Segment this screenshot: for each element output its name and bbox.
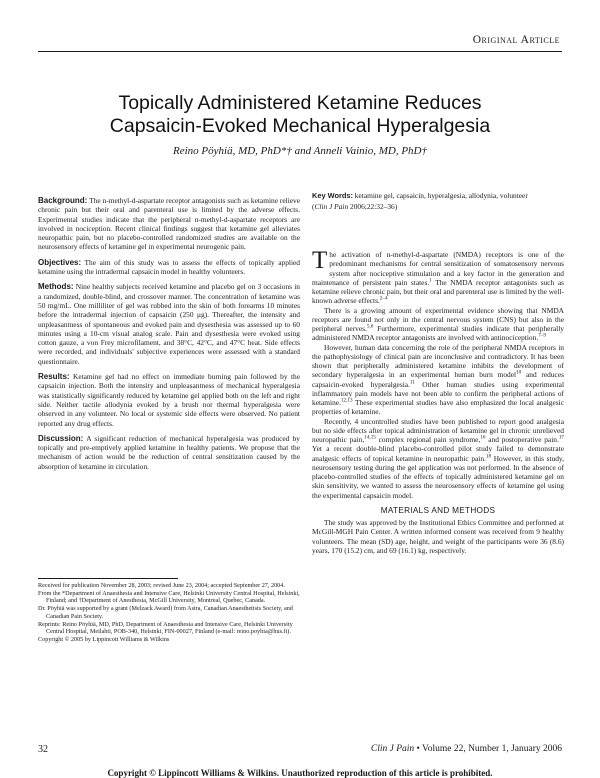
drop-cap: T — [312, 247, 328, 274]
results-label: Results: — [38, 372, 70, 382]
title-line-2: Capsaicin-Evoked Mechanical Hyperalgesia — [109, 115, 491, 137]
header-rule — [38, 51, 562, 52]
abstract-discussion — [38, 434, 300, 471]
journal-issue: • Volume 22, Number 1, January 2006 — [414, 744, 562, 754]
objectives-text: The aim of this study was to assess the effects of topically applied ketamine using the intradermal capsaicin model in healthy volunteers. — [38, 257, 300, 277]
discussion-label: Discussion: — [38, 433, 84, 443]
title-line-1: Topically Administered Ketamine Reduces — [118, 92, 482, 114]
page-number: 32 — [38, 744, 48, 755]
keywords-block — [312, 191, 564, 214]
reference: 14,15 — [364, 434, 376, 441]
body-paragraph: There is a growing amount of experimental evidence showing that NMDA receptors are found not only in the central nervous system (CNS) but also in the peripheral nerves.$^{5,6}$ Furthermore, experimental studies indicate that peripherally administered NMDA receptor antagonists are involved with antinociception.$^{7-9}$ — [312, 305, 564, 343]
authors: Reino Pöyhiä, MD, PhD*† and Anneli Vainio, MD, PhD† — [173, 145, 427, 157]
footnote-copyright: Copyright © 2005 by Lippincott Williams & Wilkins — [38, 635, 170, 643]
copyright-notice: Copyright © Lippincott Williams & Wilkins. Unauthorized reproduction of this article is prohibited. — [107, 768, 493, 778]
reference: 5,6 — [366, 323, 374, 330]
citation: (Clin J Pain 2006;22:32–36) — [312, 202, 398, 212]
reference: 17 — [558, 434, 564, 441]
journal-name: Clin J Pain — [370, 744, 415, 754]
reference: 18 — [485, 453, 492, 460]
reference: 2–4 — [379, 295, 388, 302]
body-paragraph: Recently, 4 uncontrolled studies have been published to report good analgesia but no side effects after topical administration of ketamine gel in chronic unrelieved neuropathic pain,$^{14,15}$ complex regional pain syndrome,$^{16}$ and postoperative pain.$^{17}$ Yet a recent double-blind placebo-controlled pilot study failed to demonstrate analgesic effects of topical ketamine in neuropathic pain.$^{18}$ However, in this study, neurosensory testing during the gel application was not performed. In the absence of placebo-controlled studies of the effects of topically administered ketamine gel on skin sensitivity, we wanted to assess the neurosensory effects of ketamine gel using the experimental capsaicin model. — [312, 416, 564, 500]
article-title — [40, 92, 560, 138]
reference: 10 — [516, 369, 522, 376]
background-text: The n-methyl-d-aspartate receptor antagonists such as ketamine relieve chronic pain but their oral and parenteral use is limited by the adverse effects. Experimental studies indicate that the peripheral n-methyl-d-aspartate receptors are involved in nociception. Recent clinical findings suggest that ketamine gel alleviates neuropathic pain, but no placebo-controlled randomized studies are available on the neurosensory effects of ketamine gel in experimental neurogenic pain. — [38, 196, 301, 252]
methods-text: Nine healthy subjects received ketamine and placebo gel on 3 occasions in a randomized, double-blind, and crossover manner. The concentration of ketamine was 50 mg/mL. One milliliter of gel was rubbed into the skin of both forearms 10 minutes before the intradermal injection of capsaicin (250 μg). Thereafter, the intensity and unpleasantness of spontaneous and evoked pain and dysesthesia was assessed up to 60 minutes using a 10-cm visual analog scale. Pain and dysesthesia were evoked using cotton gauze, a von Frey microfilament, and 38°C, 42°C, and 47°C heat. Side effects were recorded, and individuals' subjective experiences were assessed with a standard questionnaire. — [38, 282, 300, 366]
body-paragraph: The study was approved by the Institutional Ethics Committee and performed at McGill-MGH Pain Center. A written informed consent was received from 9 healthy volunteers. The mean (SD) age, height, and weight of the participants were 36 (8.6) years, 170 (15.2) cm, and 69 (16.1) kg, respectively. — [312, 518, 564, 555]
abstract-results — [38, 372, 300, 428]
keywords-label: Key Words: — [312, 191, 353, 200]
abstract-objectives — [38, 258, 300, 277]
section-heading: MATERIALS AND METHODS — [380, 505, 496, 515]
keywords — [312, 191, 564, 200]
journal-line — [371, 744, 562, 754]
abstract — [38, 196, 300, 477]
body-paragraph: However, human data concerning the role of the peripheral NMDA receptors in the pathophysiology of clinical pain are inconclusive and contradictory. It has been shown that peripherally administered ketamine inhibits the development of secondary hyperalgesia in an experimental human burn model$^{10}$ and reduces capsaicin-evoked hyperalgesia.$^{11}$ Other human studies using experimental inflammatory pain models have not been able to confirm the peripheral actions of ketamine.$^{12,13}$ These experimental studies have also emphasized the local analgesic properties of ketamine. — [312, 342, 564, 417]
body-paragraph: The activation of n-methyl-d-aspartate (NMDA) receptors is one of the predominant mechanisms for central sensitization of somatosensory nervous system after nociceptive stimulation and a key factor in the generation and maintenance of persistent pain states.$^1$ The NMDA receptor antagonists such as ketamine relieve chronic pain, but their oral and parenteral use is limited by the well-known adverse effects.$^{2-4}$ — [312, 247, 564, 306]
background-label: Background: — [38, 196, 88, 205]
citation-rest: 2006;22:32–36 — [350, 202, 395, 212]
results-text: Ketamine gel had no effect on immediate burning pain followed by the capsaicin injection. Both the intensity and unpleasantness of mechanical hyperalgesia was statistically significantly reduced by ketamine gel applied both on the left and right side. Neither tactile allodynia evoked by a brush nor thermal hyperalgesia were observed in any volunteer. No local or systemic side effects were observed. No patient reported any drug effects. — [38, 372, 300, 428]
footnote-reprints: Reprints: Reino Pöyhiä, MD, PhD, Department of Anaesthesia and Intensive Care, Helsinki University Central Hospital, Meilahti, POB-340, Helsinki, FIN-00027, Finland (e-mail: reino.poyhia@hus.fi). — [38, 620, 293, 636]
reference: 16 — [480, 434, 486, 441]
methods-label: Methods: — [38, 282, 74, 292]
citation-journal: Clin J Pain — [314, 202, 349, 212]
abstract-methods — [38, 282, 300, 366]
body-text — [312, 247, 564, 555]
reference: 7–9 — [538, 332, 546, 339]
section-label: Original Article — [472, 34, 560, 46]
reference: 1 — [429, 277, 432, 284]
abstract-background — [38, 196, 300, 252]
footnote-support: Dr. Pöyhiä was supported by a grant (Melzack Award) from Astra, Canadian Anaesthetists Society, and Canadian Pain Society. — [38, 605, 293, 620]
footnote-affiliations: From the *Department of Anaesthesia and Intensive Care, Helsinki University Central Hospital, Helsinki, Finland; and †Department of Anesthesia, McGill University, Montreal, Quebec, Canada. — [38, 589, 300, 605]
footnote-received: Received for publication November 28, 2003; revised June 23, 2004; accepted September 27, 2004. — [38, 582, 285, 589]
footnotes — [38, 582, 300, 644]
objectives-label: Objectives: — [38, 257, 82, 267]
reference: 11 — [409, 379, 415, 386]
reference: 12,13 — [340, 397, 353, 404]
keywords-text: ketamine gel, capsaicin, hyperalgesia, allodynia, volunteer — [354, 191, 528, 200]
discussion-text: A significant reduction of mechanical hyperalgesia was produced by topically and pre-emptively applied ketamine in healthy patients. We propose that the mechanism of action would be the reduction of central sensitization caused by the absorption of ketamine in circulation. — [38, 433, 300, 471]
footnote-rule — [38, 578, 178, 579]
